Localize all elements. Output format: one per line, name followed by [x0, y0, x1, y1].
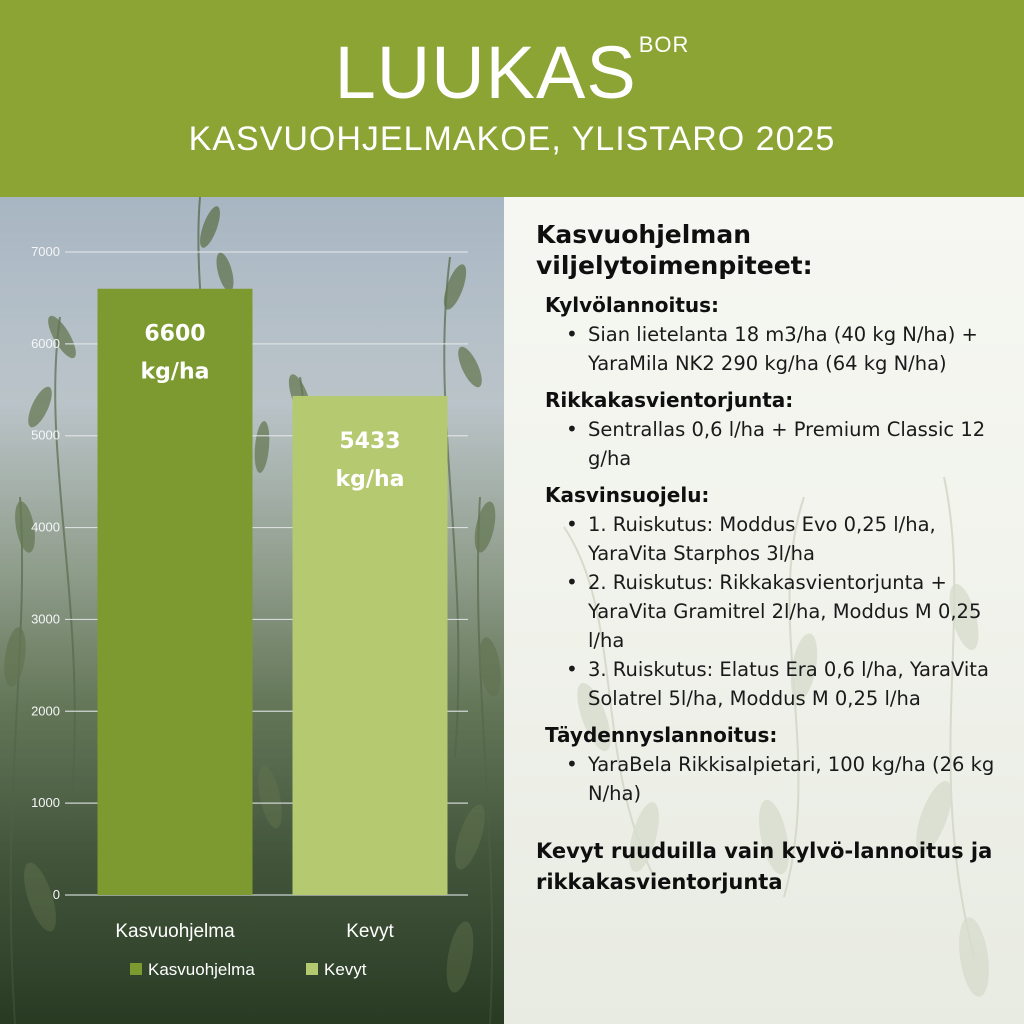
section-list-kylvolannoitus — [536, 320, 1006, 378]
title-superscript: BOR — [638, 32, 690, 57]
section-title-rikkakasvientorjunta: Rikkakasvientorjunta: — [545, 388, 794, 412]
footer-note: Kevyt ruuduilla vain kylvö-lannoitus ja rikkakasvientorjunta — [536, 839, 993, 894]
list-item: • 2. Ruiskutus: Rikkakasvientorjunta + YaraVita Gramitrel 2l/ha, Moddus M 0,25 l/ha — [588, 568, 1006, 655]
y-tick-label: 1000 — [31, 795, 60, 811]
treatment-content — [536, 219, 1006, 898]
data-label: 6600 kg/ha — [140, 321, 210, 385]
legend-swatch — [306, 963, 318, 975]
y-tick-label: 3000 — [31, 611, 60, 627]
page-title: LUUKAS — [334, 31, 637, 114]
list-item: • 1. Ruiskutus: Moddus Evo 0,25 l/ha, YaraVita Starphos 3l/ha — [588, 510, 1006, 568]
y-tick-label: 2000 — [31, 703, 60, 719]
section-list-kasvinsuojelu — [536, 510, 1006, 713]
title-wrap — [0, 28, 1024, 118]
y-tick-label: 0 — [52, 887, 60, 902]
list-item: • YaraBela Rikkisalpietari, 100 kg/ha (26 kg N/ha) — [588, 750, 1006, 808]
section-title-kylvolannoitus: Kylvölannoitus: — [545, 293, 720, 317]
section-title-kasvinsuojelu: Kasvinsuojelu: — [545, 483, 710, 507]
section-list-rikkakasvientorjunta — [536, 415, 1006, 473]
y-tick-label: 7000 — [31, 244, 60, 259]
chart-photo-area — [0, 197, 504, 1024]
list-item: • 3. Ruiskutus: Elatus Era 0,6 l/ha, YaraVita Solatrel 5l/ha, Moddus M 0,25 l/ha — [588, 655, 1006, 713]
page-subtitle: KASVUOHJELMAKOE, YLISTARO 2025 — [188, 120, 836, 158]
x-tick-label: Kasvuohjelma — [115, 921, 235, 942]
y-tick-label: 6000 — [31, 335, 60, 351]
treatment-panel — [504, 197, 1024, 1024]
section-list-taydennyslannoitus — [536, 750, 1006, 808]
legend-label: Kasvuohjelma — [148, 960, 255, 979]
legend-label: Kevyt — [324, 960, 367, 979]
y-tick-label: 5000 — [31, 427, 60, 443]
x-tick-label: Kevyt — [346, 921, 394, 942]
legend-swatch — [130, 963, 142, 975]
y-tick-label: 4000 — [31, 519, 60, 535]
section-title-taydennyslannoitus: Täydennyslannoitus: — [545, 723, 778, 747]
yield-bar-chart — [0, 197, 504, 1024]
data-label: 5433 kg/ha — [335, 428, 405, 492]
list-item: • Sentrallas 0,6 l/ha + Premium Classic 12 g/ha — [588, 415, 1006, 473]
list-item: • Sian lietelanta 18 m3/ha (40 kg N/ha) + YaraMila NK2 290 kg/ha (64 kg N/ha) — [588, 320, 1006, 378]
header-banner — [0, 0, 1024, 197]
panel-heading: Kasvuohjelman viljelytoimenpiteet: — [536, 220, 813, 280]
